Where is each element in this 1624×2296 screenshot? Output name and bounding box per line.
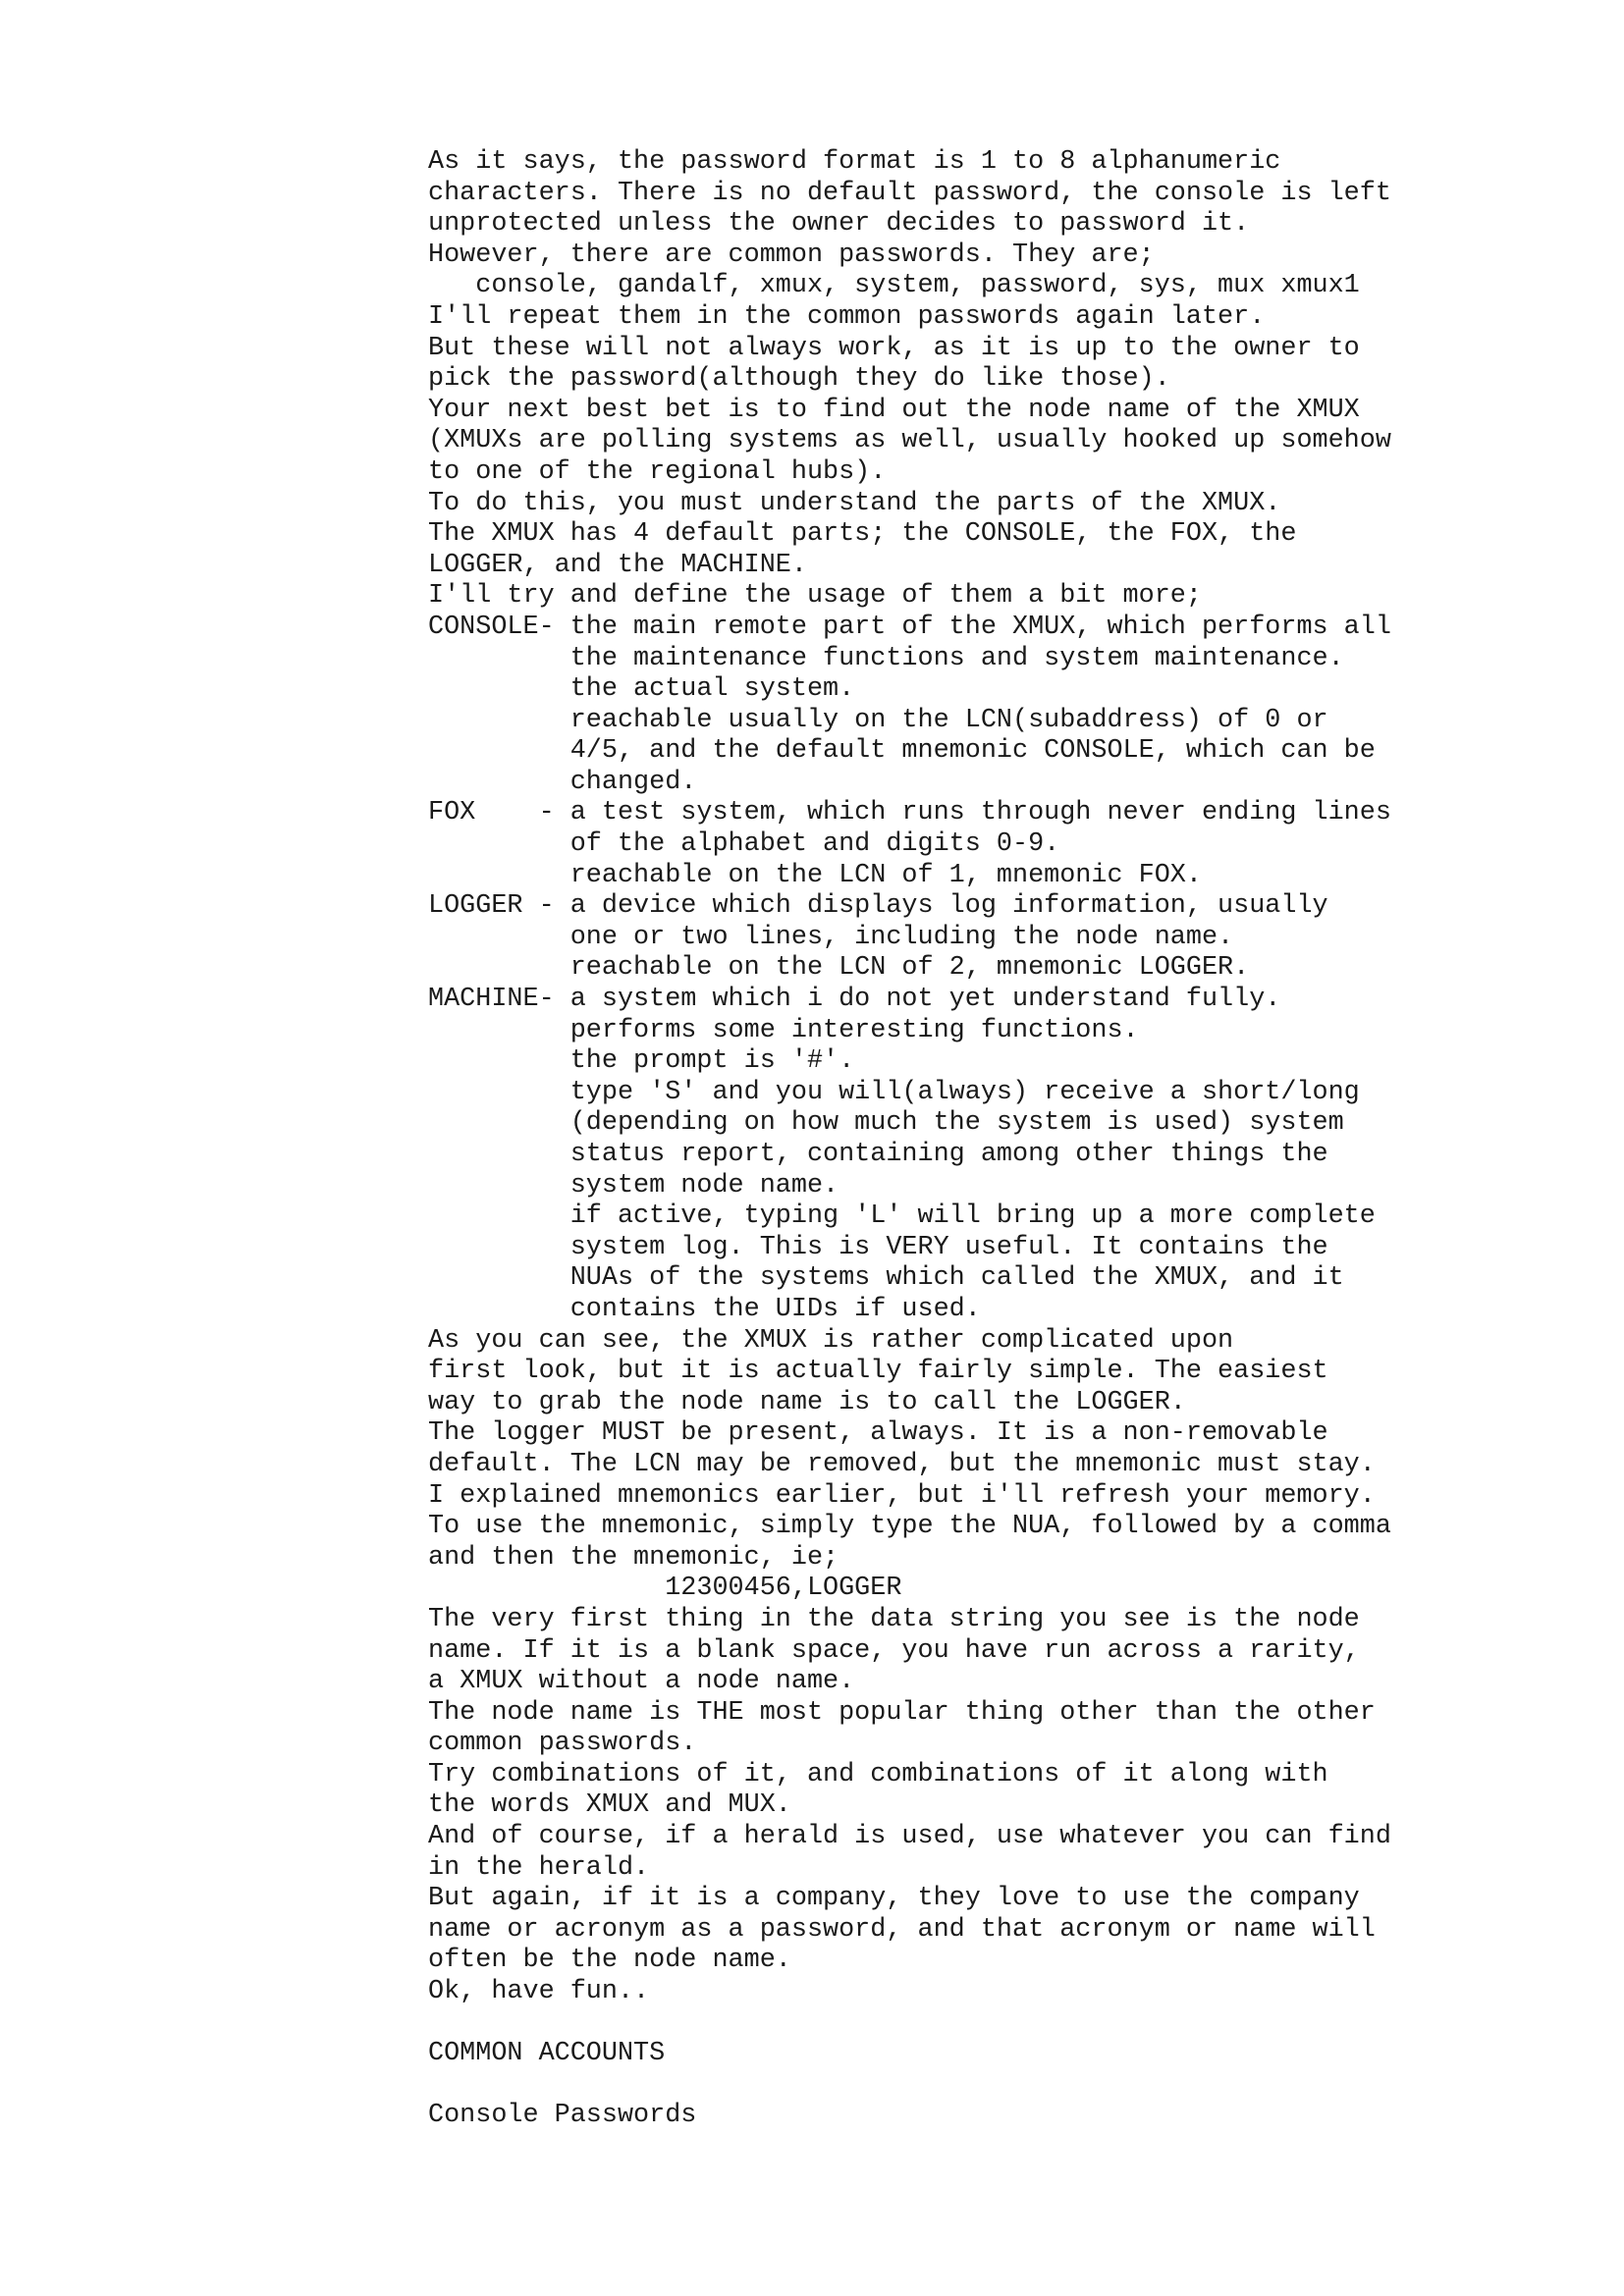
text-line: of the alphabet and digits 0-9. (428, 829, 1060, 860)
text-line: system node name. (428, 1170, 839, 1201)
text-line: LOGGER - a device which displays log information, usually (428, 891, 1328, 922)
text-line: type 'S' and you will(always) receive a short/long (428, 1077, 1360, 1107)
text-line: often be the node name. (428, 1946, 791, 1976)
text-line: in the herald. (428, 1852, 650, 1883)
text-line: reachable usually on the LCN(subaddress) of 0 or (428, 705, 1328, 735)
text-line: changed. (428, 767, 697, 797)
text-line: one or two lines, including the node name. (428, 922, 1234, 952)
text-line: I'll repeat them in the common passwords again later. (428, 301, 1266, 332)
text-line: I explained mnemonics earlier, but i'll refresh your memory. (428, 1480, 1376, 1511)
text-line: status report, containing among other things the (428, 1140, 1328, 1169)
text-line: COMMON ACCOUNTS (428, 2039, 666, 2069)
text-line: system log. This is VERY useful. It contains the (428, 1232, 1328, 1262)
text-line: the words XMUX and MUX. (428, 1790, 791, 1821)
text-line: The node name is THE most popular thing other than the other (428, 1697, 1376, 1728)
text-line: 4/5, and the default mnemonic CONSOLE, which can be (428, 736, 1376, 767)
text-line: the maintenance functions and system maintenance. (428, 643, 1344, 673)
text-line: Console Passwords (428, 2101, 697, 2131)
text-line: and then the mnemonic, ie; (428, 1542, 839, 1573)
text-line: However, there are common passwords. They are; (428, 240, 1155, 270)
text-line: As you can see, the XMUX is rather complicated upon (428, 1325, 1234, 1356)
text-line (428, 2070, 1557, 2102)
text-line: characters. There is no default password, the console is left (428, 178, 1391, 208)
text-line: CONSOLE- the main remote part of the XMUX, which performs all (428, 612, 1391, 642)
text-line: first look, but it is actually fairly simple. The easiest (428, 1357, 1328, 1387)
text-line: And of course, if a herald is used, use whatever you can find (428, 1822, 1391, 1852)
text-line: FOX - a test system, which runs through never ending lines (428, 798, 1391, 828)
text-line: common passwords. (428, 1729, 697, 1759)
text-line: way to grab the node name is to call the LOGGER. (428, 1387, 1186, 1417)
text-line: unprotected unless the owner decides to password it. (428, 209, 1250, 240)
text-line: if active, typing 'L' will bring up a more complete (428, 1201, 1376, 1232)
text-line: console, gandalf, xmux, system, password, sys, mux xmux1 (428, 271, 1360, 301)
text-line (428, 2008, 1557, 2040)
text-line: pick the password(although they do like those). (428, 364, 1170, 395)
text-line: I'll try and define the usage of them a bit more; (428, 581, 1202, 612)
text-line: MACHINE- a system which i do not yet understand fully. (428, 985, 1281, 1015)
text-line: Your next best bet is to find out the node name of the XMUX (428, 395, 1360, 425)
text-line: 12300456,LOGGER (428, 1574, 902, 1604)
text-line: But these will not always work, as it is up to the owner to (428, 333, 1360, 363)
text-line: The XMUX has 4 default parts; the CONSOLE, the FOX, the (428, 519, 1297, 550)
text-line: performs some interesting functions. (428, 1015, 1139, 1045)
text-line: to one of the regional hubs). (428, 456, 887, 487)
text-line: (XMUXs are polling systems as well, usually hooked up somehow (428, 426, 1391, 456)
text-line: name or acronym as a password, and that acronym or name will (428, 1914, 1376, 1945)
text-line: The logger MUST be present, always. It is a non-removable (428, 1418, 1328, 1449)
text-line: reachable on the LCN of 1, mnemonic FOX. (428, 860, 1202, 890)
text-line: To use the mnemonic, simply type the NUA, followed by a comma (428, 1512, 1391, 1542)
text-line: As it says, the password format is 1 to 8 alphanumeric (428, 147, 1281, 177)
text-line: NUAs of the systems which called the XMUX, and it (428, 1263, 1344, 1294)
text-line: contains the UIDs if used. (428, 1294, 981, 1324)
text-line: reachable on the LCN of 2, mnemonic LOGGER. (428, 953, 1250, 984)
text-line: default. The LCN may be removed, but the mnemonic must stay. (428, 1449, 1376, 1479)
text-line: a XMUX without a node name. (428, 1667, 855, 1697)
text-line: To do this, you must understand the parts of the XMUX. (428, 488, 1281, 518)
text-line: The very first thing in the data string you see is the node (428, 1604, 1360, 1634)
text-line: Ok, have fun.. (428, 1977, 650, 2007)
text-line: Try combinations of it, and combinations of it along with (428, 1759, 1328, 1789)
text-line: (depending on how much the system is used) system (428, 1108, 1344, 1139)
text-line: But again, if it is a company, they love to use the company (428, 1884, 1360, 1914)
text-line: name. If it is a blank space, you have run across a rarity, (428, 1635, 1360, 1666)
text-line: LOGGER, and the MACHINE. (428, 550, 807, 580)
text-line: the actual system. (428, 674, 855, 705)
text-line: the prompt is '#'. (428, 1046, 855, 1077)
document-text (428, 147, 1557, 2132)
